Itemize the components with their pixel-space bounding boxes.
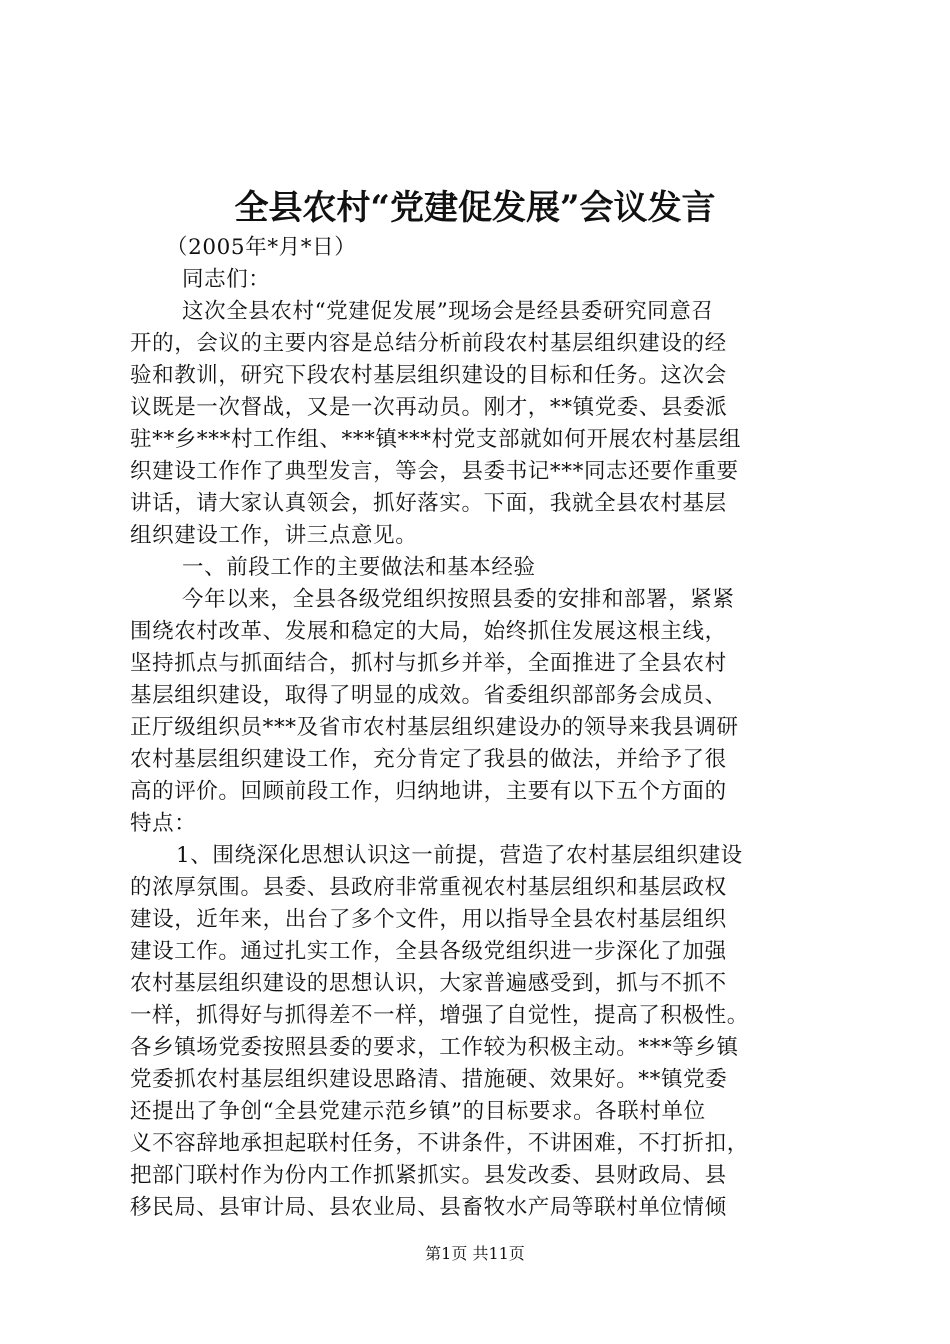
- body-line: 义不容辞地承担起联村任务，不讲条件，不讲困难，不打折扣，: [130, 1131, 749, 1156]
- salutation-line: 同志们：: [182, 267, 271, 292]
- body-line: 一样，抓得好与抓得差不一样，增强了自觉性，提高了积极性。: [130, 1003, 749, 1028]
- body-line: 这次全县农村“党建促发展”现场会是经县委研究同意召: [182, 299, 714, 324]
- body-line: 移民局、县审计局、县农业局、县畜牧水产局等联村单位情倾: [130, 1195, 727, 1220]
- body-line: 特点：: [130, 811, 197, 836]
- body-line: 各乡镇场党委按照县委的要求，工作较为积极主动。***等乡镇: [130, 1035, 739, 1060]
- section-heading: 一、前段工作的主要做法和基本经验: [182, 555, 536, 580]
- body-line: 议既是一次督战，又是一次再动员。刚才，**镇党委、县委派: [130, 395, 728, 420]
- numbered-point-line: 1、围绕深化思想认识这一前提，营造了农村基层组织建设: [176, 843, 743, 868]
- document-body: [130, 232, 830, 1224]
- body-line: 建设，近年来，出台了多个文件，用以指导全县农村基层组织: [130, 907, 727, 932]
- body-line: 农村基层组织建设工作，充分肯定了我县的做法，并给予了很: [130, 747, 727, 772]
- body-line: 坚持抓点与抓面结合，抓村与抓乡并举，全面推进了全县农村: [130, 651, 727, 676]
- body-line: 的浓厚氛围。县委、县政府非常重视农村基层组织和基层政权: [130, 875, 727, 900]
- body-line: 基层组织建设，取得了明显的成效。省委组织部部务会成员、: [130, 683, 727, 708]
- body-line: 党委抓农村基层组织建设思路清、措施硬、效果好。**镇党委: [130, 1067, 728, 1092]
- body-line: 讲话，请大家认真领会，抓好落实。下面，我就全县农村基层: [130, 491, 727, 516]
- body-line: 农村基层组织建设的思想认识，大家普遍感受到，抓与不抓不: [130, 971, 727, 996]
- body-line: 今年以来，全县各级党组织按照县委的安排和部署，紧紧: [182, 587, 735, 612]
- page-number-footer: 第1页 共11页: [425, 1244, 525, 1263]
- body-line: 织建设工作作了典型发言，等会，县委书记***同志还要作重要: [130, 459, 739, 484]
- body-line: 验和教训，研究下段农村基层组织建设的目标和任务。这次会: [130, 363, 727, 388]
- body-line: 组织建设工作，讲三点意见。: [130, 523, 418, 548]
- body-line: 围绕农村改革、发展和稳定的大局，始终抓住发展这根主线，: [130, 619, 727, 644]
- document-title: 全县农村“党建促发展”会议发言: [234, 188, 716, 228]
- body-line: 还提出了争创“全县党建示范乡镇”的目标要求。各联村单位: [130, 1099, 706, 1124]
- date-line: （2005年*月*日）: [166, 235, 357, 260]
- body-line: 高的评价。回顾前段工作，归纳地讲，主要有以下五个方面的: [130, 779, 727, 804]
- body-line: 正厅级组织员***及省市农村基层组织建设办的领导来我县调研: [130, 715, 739, 740]
- body-line: 把部门联村作为份内工作抓紧抓实。县发改委、县财政局、县: [130, 1163, 727, 1188]
- body-line: 建设工作。通过扎实工作，全县各级党组织进一步深化了加强: [130, 939, 727, 964]
- body-line: 驻**乡***村工作组、***镇***村党支部就如何开展农村基层组: [130, 427, 742, 452]
- body-line: 开的，会议的主要内容是总结分析前段农村基层组织建设的经: [130, 331, 727, 356]
